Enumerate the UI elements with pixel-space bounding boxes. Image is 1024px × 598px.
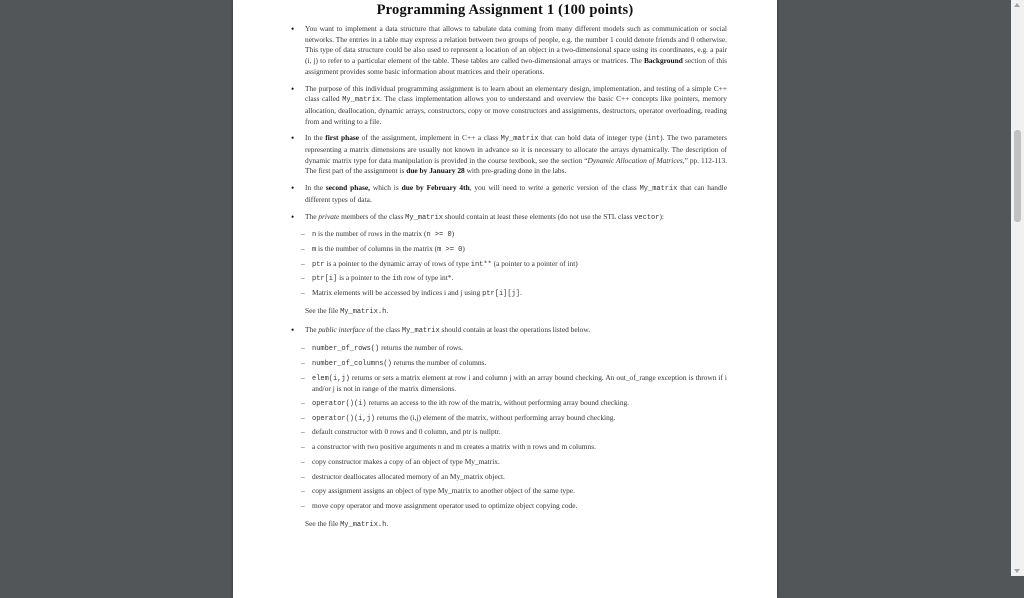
list-item: – operator()(i) returns an access to the ith row of the matrix, without performing array bound checking.: [301, 397, 630, 408]
list-item: – n is the number of rows in the matrix (n >= 0): [301, 229, 455, 240]
list-item: – destructor deallocates allocated memory of an My_matrix object.: [301, 471, 505, 481]
paragraph-intro: • You want to implement a data structure that allows to tabulate data coming from many different models such as communication or social networks. The entries in a table may express a relation between two groups of people, e.g. the number 1 could denote friends and 0 otherwise. This type of data structure could be also used to represent a location of an object in a two-dimensional space using its coordinates, e.g. a pair (i, j) to refer to a particular element of the table. These tables are called two-dimensional arrays or matrices. The Background section of this assignment provides some basic information about matrices and their operations.: [291, 24, 727, 78]
paragraph-first-phase: • In the first phase of the assignment, implement in C++ a class My_matrix that can hold data of integer type (int). The two parameters representing a matrix dimensions are usually not known in advance so it is necessary to allocate the arrays dynamically. The description of dynamic matrix type for data manipulation is provided in the course textbook, see the section “Dynamic Allocation of Matrices,” pp. 112-113. The first part of the assignment is due by January 28 with pre-grading done in the labs.: [291, 133, 727, 177]
paragraph-private-members: • The private members of the class My_matrix should contain at least these elements (do not use the STL class vector):: [291, 212, 727, 224]
scroll-up-arrow-icon[interactable]: [1014, 3, 1020, 7]
list-item: – m is the number of columns in the matrix (m >= 0): [301, 243, 465, 254]
list-item: – copy assignment assigns an object of type My_matrix to another object of the same type.: [301, 486, 575, 496]
see-file-note: See the file My_matrix.h.: [305, 305, 389, 316]
list-item: – number_of_rows() returns the number of rows.: [301, 343, 463, 354]
list-item: – move copy operator and move assignment operator used to optimize object copying code.: [301, 500, 578, 510]
list-item: – copy constructor makes a copy of an object of type My_matrix.: [301, 456, 500, 466]
see-file-note: See the file My_matrix.h.: [305, 518, 389, 529]
list-item: – number_of_columns() returns the number of columns.: [301, 357, 487, 368]
list-item: – ptr is a pointer to the dynamic array of rows of type int** (a pointer to a pointer of int): [301, 258, 578, 269]
scroll-down-arrow-icon[interactable]: [1014, 569, 1020, 573]
list-item: – default constructor with 0 rows and 0 column, and ptr is nullptr.: [301, 427, 501, 437]
list-item: – elem(i,j) returns or sets a matrix element at row i and column j with an array bound checking. An out_of_range exception is thrown if i and/or j is not in range of the matrix dimensions.: [301, 372, 727, 394]
assignment-body: [291, 24, 727, 538]
paragraph-purpose: • The purpose of this individual programming assignment is to learn about an elementary design, implementation, and testing of a simple C++ class called My_matrix. The class implementation allows you to understand and overview the basic C++ concepts like pointers, memory allocation, deallocation, dynamic arrays, constructors, copy or move constructors and assignments, destructors, operator overloading, reading from and writing to a file.: [291, 84, 727, 128]
list-item: – operator()(i,j) returns the (i,j) element of the matrix, without performing array bound checking.: [301, 412, 616, 423]
vertical-scrollbar[interactable]: [1011, 0, 1024, 576]
paragraph-public-interface: • The public interface of the class My_matrix should contain at least the operations listed below.: [291, 325, 727, 337]
list-item: – a constructor with two positive arguments n and m creates a matrix with n rows and m columns.: [301, 442, 596, 452]
list-item: – ptr[i] is a pointer to the ith row of type int*.: [301, 273, 454, 284]
scroll-thumb[interactable]: [1014, 130, 1021, 222]
paragraph-second-phase: • In the second phase, which is due by February 4th, you will need to write a generic version of the class My_matrix that can handle different types of data.: [291, 183, 727, 205]
document-page: [233, 0, 777, 598]
list-item: – Matrix elements will be accessed by indices i and j using ptr[i][j].: [301, 288, 522, 299]
page-title: Programming Assignment 1 (100 points): [376, 2, 634, 18]
